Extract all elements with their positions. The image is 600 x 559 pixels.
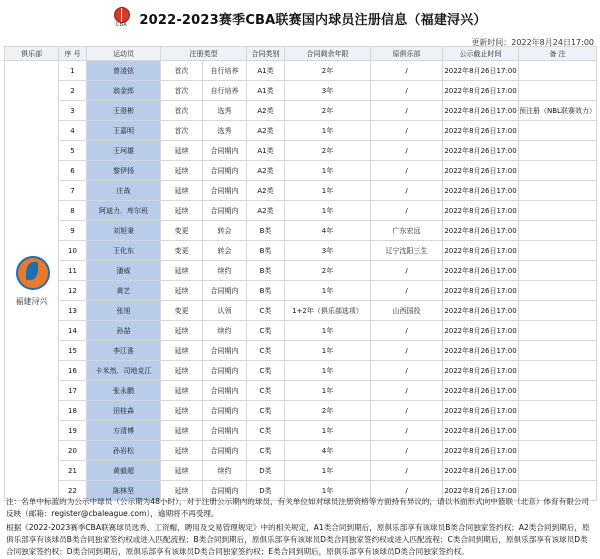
table-row — [5, 261, 597, 281]
reg-subtype: 合同期内 — [203, 421, 247, 441]
previous-club: / — [371, 441, 443, 461]
contract-years: 1年 — [285, 461, 371, 481]
reg-subtype: 自行培养 — [203, 81, 247, 101]
table-row — [5, 81, 597, 101]
contract-type: C类 — [247, 421, 285, 441]
remark — [519, 421, 597, 441]
publicity-deadline: 2022年8月26日17:00 — [443, 281, 519, 301]
row-number: 20 — [59, 441, 87, 461]
previous-club: 辽宁沈阳三生 — [371, 241, 443, 261]
publicity-deadline: 2022年8月26日17:00 — [443, 141, 519, 161]
table-row — [5, 421, 597, 441]
publicity-deadline: 2022年8月26日17:00 — [443, 241, 519, 261]
remark — [519, 361, 597, 381]
reg-type: 延续 — [161, 401, 203, 421]
contract-years: 4年 — [285, 441, 371, 461]
contract-years: 1年 — [285, 181, 371, 201]
previous-club: / — [371, 201, 443, 221]
reg-type: 延续 — [161, 461, 203, 481]
col-reg-type: 注册类型 — [161, 47, 247, 61]
publicity-deadline: 2022年8月26日17:00 — [443, 81, 519, 101]
col-player: 运动员 — [87, 47, 161, 61]
contract-years: 1年 — [285, 381, 371, 401]
row-number: 7 — [59, 181, 87, 201]
reg-type: 延续 — [161, 321, 203, 341]
publicity-deadline: 2022年8月26日17:00 — [443, 401, 519, 421]
col-note: 备 注 — [519, 47, 597, 61]
club-name: 福建浔兴 — [15, 297, 48, 306]
col-club: 俱乐部 — [5, 47, 59, 61]
table-row — [5, 101, 597, 121]
reg-subtype: 合同期内 — [203, 281, 247, 301]
table-row — [5, 201, 597, 221]
reg-subtype: 选秀 — [203, 121, 247, 141]
reg-subtype: 合同期内 — [203, 481, 247, 501]
reg-type: 首次 — [161, 121, 203, 141]
player-name: 孙岩松 — [87, 441, 161, 461]
reg-subtype: 续约 — [203, 261, 247, 281]
publicity-deadline: 2022年8月26日17:00 — [443, 481, 519, 501]
table-row — [5, 401, 597, 421]
table-row — [5, 381, 597, 401]
publicity-deadline: 2022年8月26日17:00 — [443, 461, 519, 481]
remark — [519, 121, 597, 141]
contract-type: B类 — [247, 241, 285, 261]
player-name: 刘旭秉 — [87, 221, 161, 241]
reg-type: 延续 — [161, 481, 203, 501]
player-name: 潘威 — [87, 261, 161, 281]
contract-years: 1年 — [285, 341, 371, 361]
previous-club: / — [371, 381, 443, 401]
reg-type: 变更 — [161, 241, 203, 261]
publicity-deadline: 2022年8月26日17:00 — [443, 381, 519, 401]
publicity-deadline: 2022年8月26日17:00 — [443, 421, 519, 441]
publicity-deadline: 2022年8月26日17:00 — [443, 321, 519, 341]
contract-years: 2年 — [285, 261, 371, 281]
row-number: 16 — [59, 361, 87, 381]
contract-years: 1年 — [285, 161, 371, 181]
title-bar — [0, 0, 600, 36]
player-name: 孙喆 — [87, 321, 161, 341]
reg-subtype: 合同期内 — [203, 341, 247, 361]
footnote-publicity: 注：名单中标蓝的为公示中球员（公示期为48小时），对于注册公示期内的球员，有关单位如对球员注册资格等方面持有异议的，请以书面形式向中篮联（北京）体育有限公司反映（邮箱：register@cbaleague.com），逾期将不再受理。 — [6, 497, 589, 518]
club-cell — [5, 61, 59, 501]
table-row — [5, 121, 597, 141]
reg-type: 延续 — [161, 381, 203, 401]
reg-type: 延续 — [161, 141, 203, 161]
remark — [519, 461, 597, 481]
contract-type: C类 — [247, 321, 285, 341]
contract-years: 4年 — [285, 221, 371, 241]
remark — [519, 441, 597, 461]
player-name: 曾凌铉 — [87, 61, 161, 81]
table-row — [5, 161, 597, 181]
contract-type: A2类 — [247, 181, 285, 201]
publicity-deadline: 2022年8月26日17:00 — [443, 261, 519, 281]
reg-subtype: 合同期内 — [203, 361, 247, 381]
publicity-deadline: 2022年8月26日17:00 — [443, 361, 519, 381]
player-name: 阿迪力．库尔班 — [87, 201, 161, 221]
player-name: 庄战 — [87, 181, 161, 201]
contract-type: C类 — [247, 441, 285, 461]
contract-type: D类 — [247, 461, 285, 481]
remark — [519, 161, 597, 181]
player-name: 王嘉明 — [87, 121, 161, 141]
player-name: 张旭 — [87, 301, 161, 321]
previous-club: / — [371, 161, 443, 181]
contract-type: A1类 — [247, 141, 285, 161]
previous-club: 山西国投 — [371, 301, 443, 321]
contract-type: A2类 — [247, 101, 285, 121]
remark — [519, 141, 597, 161]
contract-years: 1年 — [285, 281, 371, 301]
contract-years: 1年 — [285, 481, 371, 501]
row-number: 8 — [59, 201, 87, 221]
col-no: 序 号 — [59, 47, 87, 61]
previous-club: / — [371, 281, 443, 301]
reg-type: 变更 — [161, 301, 203, 321]
contract-years: 1年 — [285, 121, 371, 141]
previous-club: / — [371, 261, 443, 281]
remark: 预注册（NBL联赛效力） — [519, 101, 597, 121]
col-prev-club: 原俱乐部 — [371, 47, 443, 61]
contract-years: 1+2年（俱乐部选项） — [285, 301, 371, 321]
table-row — [5, 461, 597, 481]
remark — [519, 341, 597, 361]
contract-years: 1年 — [285, 321, 371, 341]
previous-club: / — [371, 481, 443, 501]
remark — [519, 201, 597, 221]
remark — [519, 181, 597, 201]
row-number: 10 — [59, 241, 87, 261]
player-name: 李江淮 — [87, 341, 161, 361]
row-number: 21 — [59, 461, 87, 481]
previous-club: / — [371, 461, 443, 481]
publicity-deadline: 2022年8月26日17:00 — [443, 301, 519, 321]
publicity-deadline: 2022年8月26日17:00 — [443, 201, 519, 221]
contract-years: 2年 — [285, 141, 371, 161]
reg-type: 延续 — [161, 341, 203, 361]
previous-club: / — [371, 321, 443, 341]
previous-club: / — [371, 81, 443, 101]
contract-type: C类 — [247, 341, 285, 361]
row-number: 9 — [59, 221, 87, 241]
previous-club: / — [371, 361, 443, 381]
table-row — [5, 141, 597, 161]
publicity-deadline: 2022年8月26日17:00 — [443, 121, 519, 141]
remark — [519, 281, 597, 301]
row-number: 11 — [59, 261, 87, 281]
remark — [519, 301, 597, 321]
contract-years: 2年 — [285, 61, 371, 81]
reg-subtype: 认领 — [203, 301, 247, 321]
player-name: 翁金郎 — [87, 81, 161, 101]
reg-type: 延续 — [161, 201, 203, 221]
player-name: 田桂森 — [87, 401, 161, 421]
player-name: 黄艺 — [87, 281, 161, 301]
table-row — [5, 221, 597, 241]
col-years: 合同剩余年限 — [285, 47, 371, 61]
row-number: 12 — [59, 281, 87, 301]
reg-subtype: 转会 — [203, 221, 247, 241]
cba-logo-icon: CBA — [113, 7, 129, 29]
contract-type: C类 — [247, 361, 285, 381]
contract-years: 3年 — [285, 81, 371, 101]
row-number: 5 — [59, 141, 87, 161]
table-row — [5, 301, 597, 321]
player-name: 王澄彬 — [87, 101, 161, 121]
table-row — [5, 341, 597, 361]
remark — [519, 321, 597, 341]
registration-table — [4, 46, 597, 501]
contract-years: 2年 — [285, 101, 371, 121]
previous-club: / — [371, 121, 443, 141]
row-number: 1 — [59, 61, 87, 81]
contract-type: B类 — [247, 281, 285, 301]
reg-subtype: 自行培养 — [203, 61, 247, 81]
previous-club: / — [371, 141, 443, 161]
previous-club: / — [371, 61, 443, 81]
contract-years: 1年 — [285, 361, 371, 381]
table-row — [5, 441, 597, 461]
contract-type: C类 — [247, 301, 285, 321]
row-number: 3 — [59, 101, 87, 121]
reg-type: 延续 — [161, 421, 203, 441]
col-contract: 合同类别 — [247, 47, 285, 61]
contract-type: B类 — [247, 261, 285, 281]
remark — [519, 381, 597, 401]
player-name: 张永鹏 — [87, 381, 161, 401]
publicity-deadline: 2022年8月26日17:00 — [443, 221, 519, 241]
table-row — [5, 241, 597, 261]
reg-type: 延续 — [161, 261, 203, 281]
contract-years: 3年 — [285, 241, 371, 261]
previous-club: 广东宏远 — [371, 221, 443, 241]
contract-type: A1类 — [247, 81, 285, 101]
contract-years: 1年 — [285, 201, 371, 221]
row-number: 18 — [59, 401, 87, 421]
reg-type: 首次 — [161, 81, 203, 101]
contract-type: C类 — [247, 381, 285, 401]
table-header — [5, 47, 597, 61]
table-row — [5, 321, 597, 341]
row-number: 2 — [59, 81, 87, 101]
reg-subtype: 转会 — [203, 241, 247, 261]
row-number: 4 — [59, 121, 87, 141]
player-name: 方清博 — [87, 421, 161, 441]
publicity-deadline: 2022年8月26日17:00 — [443, 161, 519, 181]
player-name: 王化东 — [87, 241, 161, 261]
col-deadline: 公示截止时间 — [443, 47, 519, 61]
contract-type: A2类 — [247, 121, 285, 141]
reg-subtype: 合同期内 — [203, 161, 247, 181]
previous-club: / — [371, 421, 443, 441]
reg-subtype: 合同期内 — [203, 181, 247, 201]
remark — [519, 81, 597, 101]
player-name: 黎伊扬 — [87, 161, 161, 181]
remark — [519, 61, 597, 81]
player-name: 陈林坚 — [87, 481, 161, 501]
publicity-deadline: 2022年8月26日17:00 — [443, 61, 519, 81]
publicity-deadline: 2022年8月26日17:00 — [443, 441, 519, 461]
remark — [519, 221, 597, 241]
reg-subtype: 合同期内 — [203, 441, 247, 461]
club-logo-icon — [12, 254, 52, 292]
row-number: 14 — [59, 321, 87, 341]
reg-type: 变更 — [161, 221, 203, 241]
publicity-deadline: 2022年8月26日17:00 — [443, 101, 519, 121]
contract-type: C类 — [247, 401, 285, 421]
table-row — [5, 181, 597, 201]
reg-type: 延续 — [161, 281, 203, 301]
reg-subtype: 合同期内 — [203, 401, 247, 421]
contract-type: A2类 — [247, 201, 285, 221]
reg-type: 延续 — [161, 361, 203, 381]
previous-club: / — [371, 101, 443, 121]
previous-club: / — [371, 181, 443, 201]
player-name: 黄毅超 — [87, 461, 161, 481]
table-row — [5, 361, 597, 381]
reg-type: 延续 — [161, 441, 203, 461]
previous-club: / — [371, 341, 443, 361]
publicity-deadline: 2022年8月26日17:00 — [443, 341, 519, 361]
remark — [519, 261, 597, 281]
previous-club: / — [371, 401, 443, 421]
reg-subtype: 合同期内 — [203, 381, 247, 401]
contract-type: A2类 — [247, 161, 285, 181]
contract-type: B类 — [247, 221, 285, 241]
reg-type: 首次 — [161, 61, 203, 81]
reg-type: 延续 — [161, 181, 203, 201]
contract-years: 2年 — [285, 401, 371, 421]
reg-subtype: 选秀 — [203, 101, 247, 121]
contract-type: D类 — [247, 481, 285, 501]
table-row — [5, 61, 597, 81]
contract-type: A1类 — [247, 61, 285, 81]
row-number: 15 — [59, 341, 87, 361]
footnote-contract-rules: 根据《2022-2023赛季CBA联赛球员选秀、工资帽、聘用及交易管理规定》中的相关规定，A1类合同到期后，原俱乐部享有该球员B类合同独家签约权；A2类合同到期后，原俱乐部享有该球员B类合同独家签约权或进入匹配流程；B类合同到期后，原俱乐部享有该球员D类合同独家签约权或进入匹配流程；C类合同到期后，原俱乐部享有该球员D类合同独家签约权；D类合同到期后，原俱乐部享有该球员D类合同独家签约权；E类合同到期后，原俱乐部享有该球员D类合同独家签约权。 — [6, 523, 590, 556]
row-number: 13 — [59, 301, 87, 321]
row-number: 17 — [59, 381, 87, 401]
player-name: 王珂雄 — [87, 141, 161, 161]
update-time: 更新时间：2022年8月24日17:00 — [471, 38, 594, 47]
row-number: 22 — [59, 481, 87, 501]
publicity-deadline: 2022年8月26日17:00 — [443, 181, 519, 201]
reg-subtype: 续约 — [203, 461, 247, 481]
reg-type: 延续 — [161, 161, 203, 181]
reg-subtype: 续约 — [203, 321, 247, 341]
row-number: 6 — [59, 161, 87, 181]
contract-years: 1年 — [285, 421, 371, 441]
reg-subtype: 合同期内 — [203, 201, 247, 221]
reg-subtype: 合同期内 — [203, 141, 247, 161]
remark — [519, 401, 597, 421]
table-row — [5, 281, 597, 301]
player-name: 卡米然．司地克江 — [87, 361, 161, 381]
page-title: 2022-2023赛季CBA联赛国内球员注册信息（福建浔兴） — [139, 12, 487, 28]
reg-type: 首次 — [161, 101, 203, 121]
remark — [519, 241, 597, 261]
row-number: 19 — [59, 421, 87, 441]
